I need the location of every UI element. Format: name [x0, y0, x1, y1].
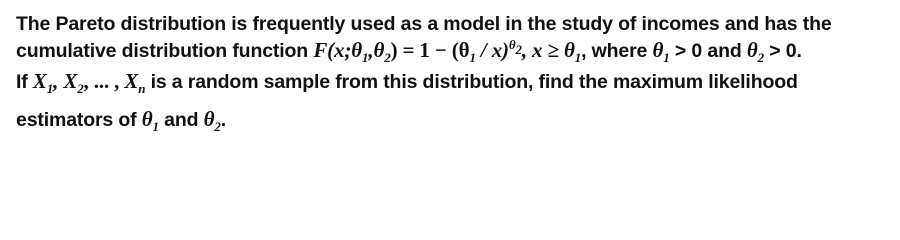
theta2-symbol: θ: [746, 38, 758, 62]
x1-symbol: X: [32, 69, 47, 93]
estimator-theta1: [141, 107, 159, 134]
theta2-sub: 2: [757, 50, 764, 65]
cdf-formula: [313, 37, 582, 65]
sample-variables: [32, 69, 146, 96]
estimator-theta1-symbol: θ: [141, 107, 153, 131]
period-text: .: [220, 109, 227, 131]
problem-statement: [16, 10, 891, 133]
estimator-theta2-symbol: θ: [203, 107, 215, 131]
cdf-condition: , x ≥ θ: [521, 38, 575, 62]
sample-ellipsis: , ... ,: [83, 69, 120, 93]
problem-line-2: [16, 36, 891, 64]
cdf-mid-2: ) = 1 − (θ: [390, 38, 470, 62]
estimator-theta1-sub: 1: [152, 119, 159, 134]
xn-symbol: X: [119, 69, 139, 93]
x2-sub: 2: [77, 81, 84, 96]
problem-line-4: [16, 105, 891, 133]
estimator-theta2: [203, 107, 221, 134]
and-text: and: [158, 109, 204, 131]
theta2-relation: > 0.: [764, 40, 802, 62]
if-text: If: [16, 71, 28, 93]
problem-line-1: [16, 10, 891, 38]
cdf-sub-2: 2: [384, 50, 391, 65]
problem-line-1-text: The Pareto distribution is frequently used as a model in the study of incomes and has the: [16, 13, 832, 35]
theta1-relation: > 0 and: [669, 40, 747, 62]
where-text: , where: [581, 40, 648, 62]
x1-sub: 1: [46, 81, 54, 96]
cdf-mid-3: / x): [475, 38, 509, 62]
problem-line-3: [16, 67, 891, 95]
estimator-theta2-sub: 2: [214, 119, 221, 134]
theta1-sub: 1: [663, 50, 670, 65]
problem-line-3-text: is a random sample from this distribution, find the maximum likelihood: [145, 71, 798, 93]
xn-sub: n: [138, 81, 146, 96]
cdf-lhs: F(x;θ: [313, 38, 362, 62]
cdf-sub-1: 1: [361, 50, 369, 65]
theta2-condition: [746, 38, 764, 65]
cdf-intro-text: cumulative distribution function: [16, 40, 309, 62]
estimators-text: estimators of: [16, 109, 137, 131]
cdf-exponent: [508, 37, 522, 57]
cdf-exponent-base: θ: [508, 37, 516, 52]
cdf-mid-1: ,θ: [368, 38, 385, 62]
theta1-symbol: θ: [652, 38, 664, 62]
cdf-exponent-sub: 2: [515, 42, 522, 57]
x2-symbol: , X: [53, 69, 78, 93]
cdf-sub-3: 1: [469, 50, 476, 65]
cdf-condition-sub: 1: [574, 50, 582, 65]
theta1-condition: [652, 38, 670, 65]
